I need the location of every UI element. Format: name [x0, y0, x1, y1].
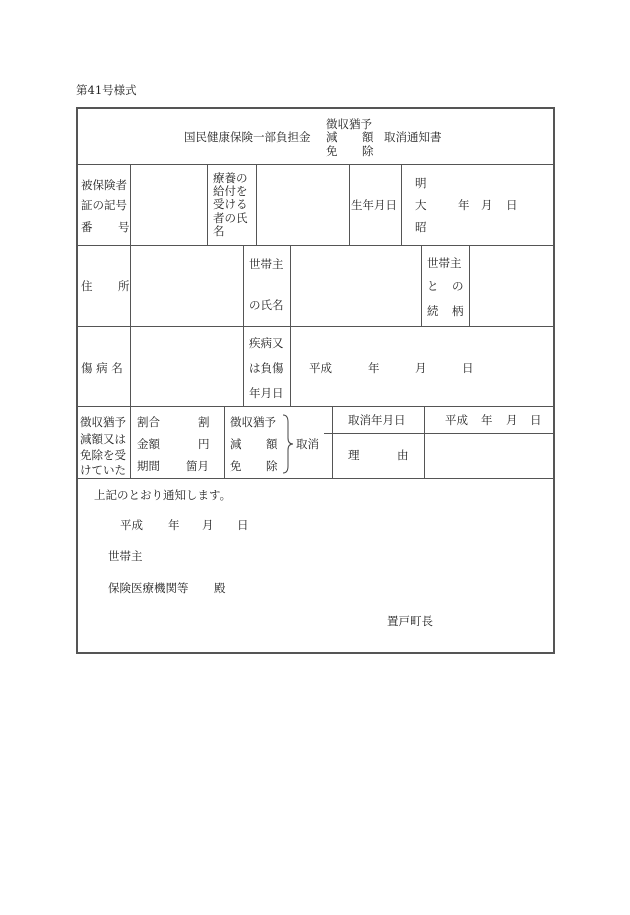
onset-year-unit: 年 [368, 361, 380, 375]
era-showa: 昭 [415, 220, 427, 234]
birth-date-label: 生年月日 [351, 198, 397, 212]
notice-date-day-unit: 日 [237, 518, 249, 532]
previous-status-label: 減額又は [80, 432, 126, 446]
previous-status-label: 免除を受 [80, 448, 126, 462]
ratio-unit: 割 [198, 415, 210, 429]
onset-day-unit: 日 [462, 361, 474, 375]
onset-era: 平成 [309, 361, 332, 375]
divider [78, 245, 553, 246]
divider [78, 478, 553, 479]
relationship-label: 続 [427, 304, 439, 318]
institution-addressee: 保険医療機関等 [108, 581, 189, 595]
birth-month-unit: 月 [481, 198, 493, 212]
birth-day-unit: 日 [506, 198, 518, 212]
relationship-label: 柄 [452, 304, 464, 318]
notice-date-year-unit: 年 [168, 518, 180, 532]
period-unit: 箇月 [186, 459, 209, 473]
recipient-name-label: 者の氏 [213, 211, 248, 225]
divider [256, 164, 257, 245]
title-option-chousyuu: 徴収猶予 [326, 117, 372, 131]
insured-number-label: 号 [118, 220, 130, 234]
divider [290, 245, 291, 406]
insured-number-label: 証の記号 [81, 198, 127, 212]
divider [324, 433, 553, 434]
household-head-label: の氏名 [249, 298, 284, 312]
divider [78, 164, 553, 165]
right-brace-icon [282, 414, 294, 474]
onset-date-label: 疾病又 [249, 336, 284, 350]
cancel-option-menjo: 除 [266, 459, 278, 473]
recipient-name-label: 給付を [213, 184, 248, 198]
onset-date-label: 年月日 [249, 386, 284, 400]
insured-number-label: 被保険者 [81, 178, 127, 192]
divider [424, 406, 425, 478]
notice-text: 上記のとおり通知します。 [94, 488, 232, 502]
address-label: 所 [118, 279, 130, 293]
divider [224, 406, 225, 478]
honorific: 殿 [214, 581, 226, 595]
previous-status-label: けていた [80, 463, 126, 477]
address-label: 住 [81, 279, 93, 293]
ratio-label: 割合 [137, 415, 160, 429]
title-option-gengaku-1: 減 [326, 130, 338, 144]
cancel-date-month-unit: 月 [506, 413, 518, 427]
divider [469, 245, 470, 326]
notice-date-era: 平成 [120, 518, 143, 532]
relationship-label: と [427, 279, 439, 293]
cancel-date-day-unit: 日 [530, 413, 542, 427]
birth-year-unit: 年 [458, 198, 470, 212]
title-prefix: 国民健康保険一部負担金 [184, 130, 311, 144]
title-option-menjo-1: 免 [326, 144, 338, 158]
divider [243, 245, 244, 406]
reason-label: 理 [348, 448, 360, 462]
onset-month-unit: 月 [415, 361, 427, 375]
divider [130, 164, 131, 478]
title-option-gengaku-2: 額 [362, 130, 374, 144]
issuer: 置戸町長 [387, 614, 433, 628]
notice-form [76, 107, 555, 654]
reason-label: 由 [397, 448, 409, 462]
onset-date-label: は負傷 [249, 361, 284, 375]
torikeshi-label: 取消 [296, 437, 319, 451]
title-option-menjo-2: 除 [362, 144, 374, 158]
cancel-option-gengaku: 減 [230, 437, 242, 451]
divider [78, 406, 553, 407]
recipient-name-label: 受ける [213, 197, 248, 211]
divider [349, 164, 350, 245]
cancel-date-year-unit: 年 [481, 413, 493, 427]
divider [401, 164, 402, 245]
divider [421, 245, 422, 326]
household-head-addressee: 世帯主 [108, 549, 143, 563]
cancel-option-menjo: 免 [230, 459, 242, 473]
divider [207, 164, 208, 245]
cancel-option-gengaku: 額 [266, 437, 278, 451]
injury-name-label: 傷 病 名 [81, 361, 123, 375]
insured-number-label: 番 [81, 220, 93, 234]
form-number: 第41号様式 [76, 83, 137, 97]
divider [332, 406, 333, 478]
recipient-name-label: 療養の [213, 171, 248, 185]
period-label: 期間 [137, 459, 160, 473]
divider [78, 326, 553, 327]
cancel-date-era: 平成 [445, 413, 468, 427]
cancel-date-label: 取消年月日 [348, 413, 406, 427]
title-suffix: 取消通知書 [384, 130, 442, 144]
recipient-name-label: 名 [213, 224, 225, 238]
amount-unit: 円 [198, 437, 210, 451]
era-taisho: 大 [415, 198, 427, 212]
relationship-label: 世帯主 [427, 256, 462, 270]
notice-date-month-unit: 月 [202, 518, 214, 532]
previous-status-label: 徴収猶予 [80, 415, 126, 429]
cancel-option-chousyuu: 徴収猶予 [230, 415, 276, 429]
household-head-label: 世帯主 [249, 257, 284, 271]
era-meiji: 明 [415, 176, 427, 190]
amount-label: 金額 [137, 437, 160, 451]
relationship-label: の [452, 279, 464, 293]
